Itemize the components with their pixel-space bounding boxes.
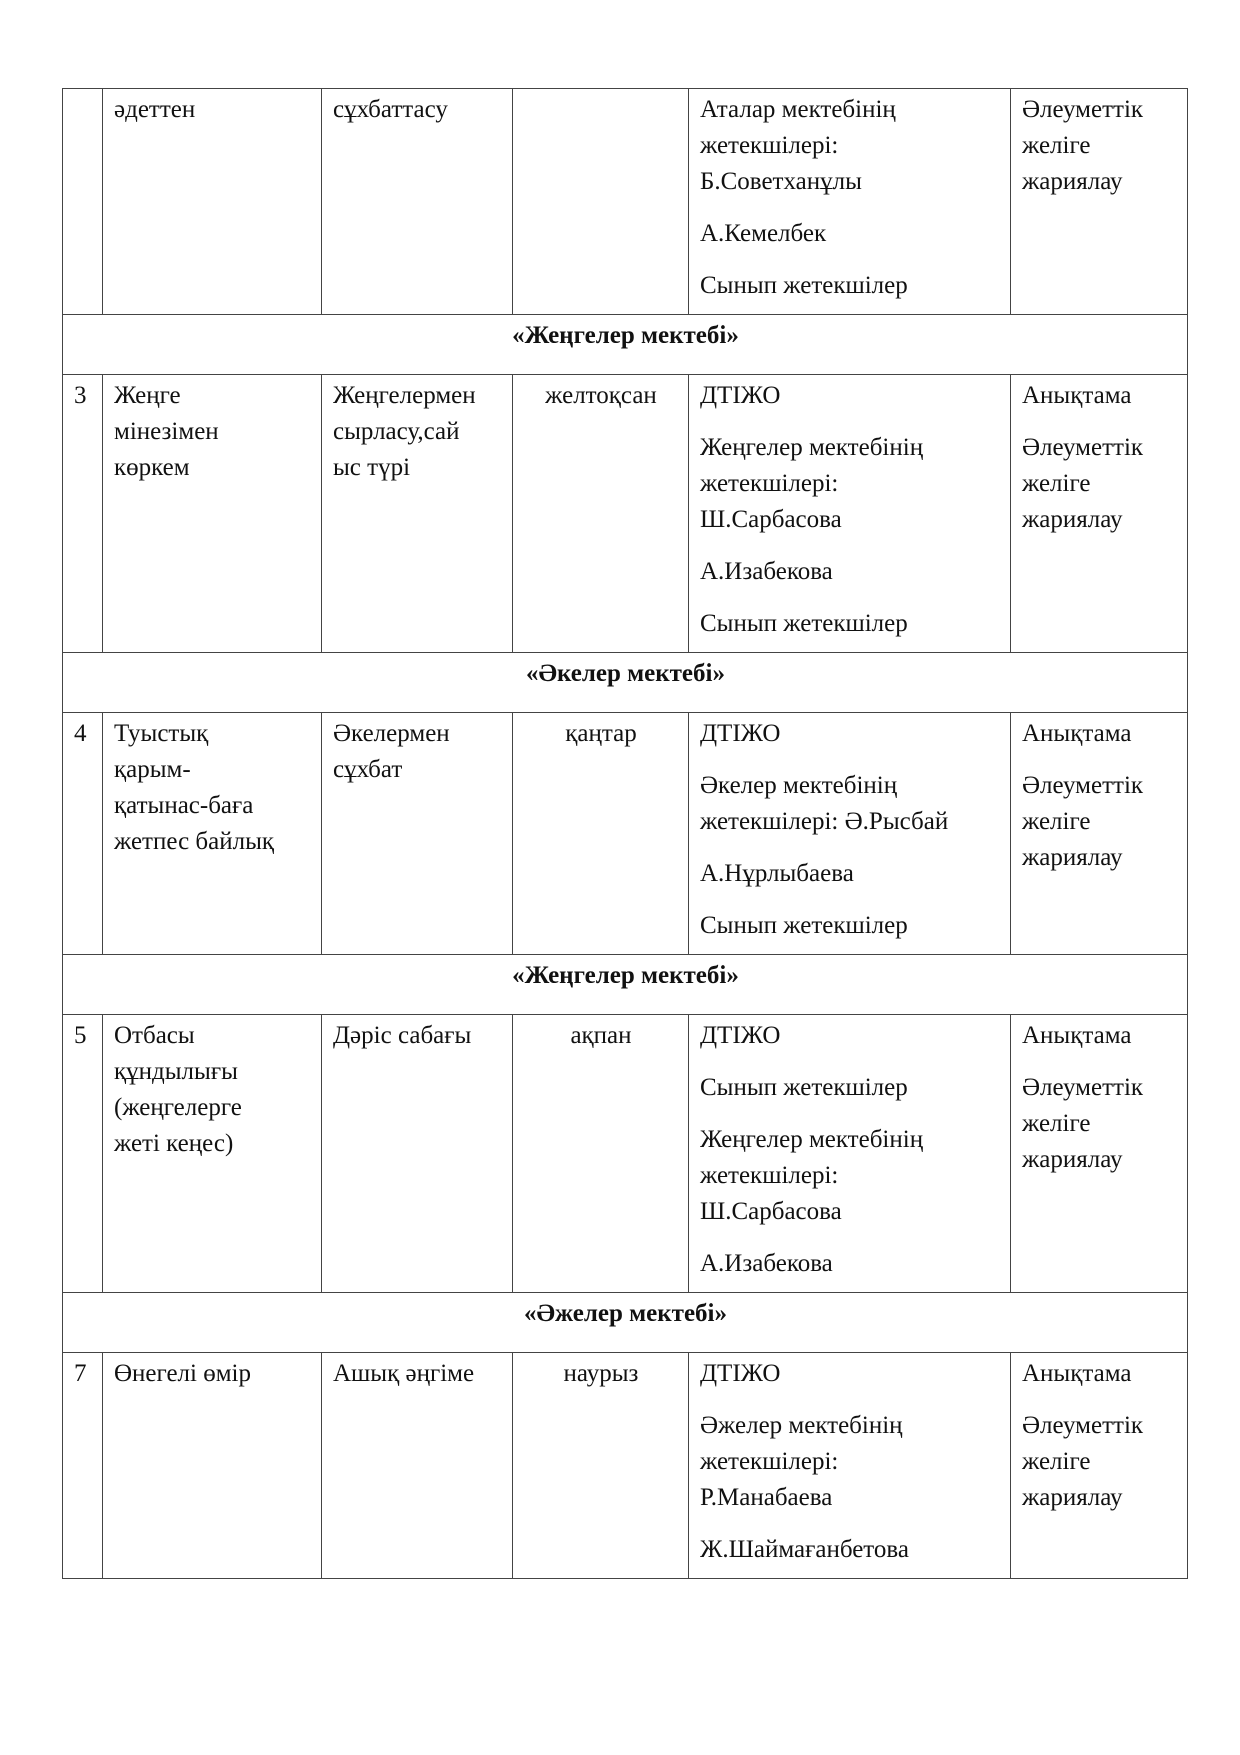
- topic-cell: [103, 713, 322, 955]
- output-cell-line: жариялау: [1022, 844, 1123, 871]
- output-cell-paragraph: [1022, 430, 1177, 538]
- responsible-cell-line: ДТІЖО: [700, 382, 781, 409]
- topic-cell-line: қатынас-баға: [114, 792, 254, 819]
- output-cell-paragraph: [1022, 1018, 1177, 1054]
- output-cell-line: Әлеуметтік: [1022, 96, 1144, 123]
- output-cell: [1011, 713, 1188, 955]
- output-cell-paragraph: [1022, 378, 1177, 414]
- responsible-cell-line: Б.Советханұлы: [700, 168, 862, 195]
- output-cell-line: жариялау: [1022, 1146, 1123, 1173]
- responsible-cell-line: ДТІЖО: [700, 1022, 781, 1049]
- responsible-cell-line: Сынып жетекшілер: [700, 1074, 908, 1101]
- topic-cell: [103, 89, 322, 315]
- section-title: «Әкелер мектебі»: [63, 653, 1188, 713]
- form-cell-line: Жеңгелермен: [333, 382, 476, 409]
- responsible-cell-line: Р.Манабаева: [700, 1484, 833, 1511]
- responsible-cell-paragraph: [700, 768, 1000, 840]
- form-cell: [322, 1015, 513, 1293]
- output-cell-line: Анықтама: [1022, 1022, 1132, 1049]
- output-cell-line: желіге: [1022, 1448, 1091, 1475]
- output-cell-paragraph: [1022, 1356, 1177, 1392]
- responsible-cell-line: Сынып жетекшілер: [700, 912, 908, 939]
- date-cell: ақпан: [513, 1015, 689, 1293]
- output-cell-line: Әлеуметтік: [1022, 434, 1144, 461]
- output-cell-line: желіге: [1022, 470, 1091, 497]
- output-cell-line: Анықтама: [1022, 720, 1132, 747]
- responsible-cell-line: Сынып жетекшілер: [700, 610, 908, 637]
- topic-cell: [103, 375, 322, 653]
- responsible-cell-paragraph: [700, 378, 1000, 414]
- form-cell-line: сырласу,сай: [333, 418, 460, 445]
- row-number: 4: [63, 713, 103, 955]
- responsible-cell-paragraph: [700, 1122, 1000, 1230]
- table-row: [63, 1353, 1188, 1579]
- responsible-cell-paragraph: [700, 856, 1000, 892]
- table-row: [63, 375, 1188, 653]
- responsible-cell-paragraph: [700, 554, 1000, 590]
- output-cell: [1011, 1353, 1188, 1579]
- output-cell-line: жариялау: [1022, 168, 1123, 195]
- output-cell: [1011, 1015, 1188, 1293]
- output-cell-line: Әлеуметтік: [1022, 1412, 1144, 1439]
- section-header-row: [63, 955, 1188, 1015]
- form-cell-line: сұхбат: [333, 756, 403, 783]
- responsible-cell-line: Ж.Шаймағанбетова: [700, 1536, 909, 1563]
- responsible-cell-paragraph: [700, 1070, 1000, 1106]
- topic-cell-line: құндылығы: [114, 1058, 238, 1085]
- topic-cell-line: мінезімен: [114, 418, 219, 445]
- responsible-cell-line: Әкелер мектебінің: [700, 772, 898, 799]
- section-header-row: [63, 1293, 1188, 1353]
- responsible-cell-line: Ш.Сарбасова: [700, 506, 842, 533]
- output-cell-line: Әлеуметтік: [1022, 772, 1144, 799]
- responsible-cell-paragraph: [700, 92, 1000, 200]
- responsible-cell-line: А.Изабекова: [700, 558, 833, 585]
- responsible-cell-paragraph: [700, 1408, 1000, 1516]
- responsible-cell-line: жетекшілері:: [700, 132, 839, 159]
- form-cell-line: Ашық әңгіме: [333, 1360, 475, 1387]
- form-cell-line: сұхбаттасу: [333, 96, 448, 123]
- responsible-cell-line: Жеңгелер мектебінің: [700, 1126, 924, 1153]
- row-number: [63, 89, 103, 315]
- responsible-cell-line: А.Нұрлыбаева: [700, 860, 854, 887]
- form-cell-line: ыс түрі: [333, 454, 411, 481]
- output-cell-paragraph: [1022, 1070, 1177, 1178]
- responsible-cell-paragraph: [700, 716, 1000, 752]
- responsible-cell-line: ДТІЖО: [700, 720, 781, 747]
- section-title: «Жеңгелер мектебі»: [63, 315, 1188, 375]
- row-number: 7: [63, 1353, 103, 1579]
- date-cell: [513, 89, 689, 315]
- form-cell: [322, 375, 513, 653]
- responsible-cell-line: Аталар мектебінің: [700, 96, 896, 123]
- date-cell: желтоқсан: [513, 375, 689, 653]
- responsible-cell-line: А.Кемелбек: [700, 220, 827, 247]
- topic-cell-line: (жеңгелерге: [114, 1094, 242, 1121]
- responsible-cell-line: жетекшілері:: [700, 1162, 839, 1189]
- topic-cell-line: Өнегелі өмір: [114, 1360, 251, 1387]
- table-row: [63, 713, 1188, 955]
- form-cell: [322, 89, 513, 315]
- section-header-row: [63, 653, 1188, 713]
- responsible-cell: [689, 1015, 1011, 1293]
- table-row: [63, 1015, 1188, 1293]
- date-cell: наурыз: [513, 1353, 689, 1579]
- output-cell-paragraph: [1022, 716, 1177, 752]
- responsible-cell-paragraph: [700, 216, 1000, 252]
- responsible-cell-paragraph: [700, 908, 1000, 944]
- responsible-cell-line: Әжелер мектебінің: [700, 1412, 903, 1439]
- output-cell-line: желіге: [1022, 1110, 1091, 1137]
- table-row: [63, 89, 1188, 315]
- section-header-row: [63, 315, 1188, 375]
- output-cell-line: желіге: [1022, 132, 1091, 159]
- row-number: 5: [63, 1015, 103, 1293]
- responsible-cell-line: А.Изабекова: [700, 1250, 833, 1277]
- topic-cell-line: Туыстық: [114, 720, 209, 747]
- section-title: «Әжелер мектебі»: [63, 1293, 1188, 1353]
- form-cell: [322, 713, 513, 955]
- output-cell-line: Анықтама: [1022, 1360, 1132, 1387]
- output-cell-line: жариялау: [1022, 506, 1123, 533]
- topic-cell-line: Жеңге: [114, 382, 181, 409]
- output-cell-line: желіге: [1022, 808, 1091, 835]
- topic-cell-line: жетпес байлық: [114, 828, 275, 855]
- topic-cell-line: Отбасы: [114, 1022, 195, 1049]
- responsible-cell-paragraph: [700, 1018, 1000, 1054]
- responsible-cell-paragraph: [700, 1532, 1000, 1568]
- responsible-cell-line: Жеңгелер мектебінің: [700, 434, 924, 461]
- responsible-cell-paragraph: [700, 606, 1000, 642]
- topic-cell-line: қарым-: [114, 756, 191, 783]
- form-cell: [322, 1353, 513, 1579]
- topic-cell: [103, 1353, 322, 1579]
- table-body: [63, 89, 1188, 1579]
- output-cell-paragraph: [1022, 768, 1177, 876]
- responsible-cell-paragraph: [700, 1246, 1000, 1282]
- responsible-cell: [689, 89, 1011, 315]
- responsible-cell-paragraph: [700, 1356, 1000, 1392]
- responsible-cell-line: Ш.Сарбасова: [700, 1198, 842, 1225]
- date-cell: қаңтар: [513, 713, 689, 955]
- responsible-cell-line: жетекшілері:: [700, 470, 839, 497]
- output-cell-line: Анықтама: [1022, 382, 1132, 409]
- responsible-cell-paragraph: [700, 430, 1000, 538]
- output-cell-line: Әлеуметтік: [1022, 1074, 1144, 1101]
- form-cell-line: Дәріс сабағы: [333, 1022, 472, 1049]
- responsible-cell-line: жетекшілері:: [700, 1448, 839, 1475]
- responsible-cell-line: ДТІЖО: [700, 1360, 781, 1387]
- output-cell-paragraph: [1022, 92, 1177, 200]
- topic-cell-line: жеті кеңес): [114, 1130, 234, 1157]
- output-cell: [1011, 375, 1188, 653]
- topic-cell: [103, 1015, 322, 1293]
- topic-cell-line: көркем: [114, 454, 190, 481]
- responsible-cell-line: жетекшілері: Ә.Рысбай: [700, 808, 949, 835]
- responsible-cell: [689, 1353, 1011, 1579]
- topic-cell-line: әдеттен: [114, 96, 196, 123]
- responsible-cell: [689, 713, 1011, 955]
- responsible-cell: [689, 375, 1011, 653]
- form-cell-line: Әкелермен: [333, 720, 450, 747]
- output-cell-line: жариялау: [1022, 1484, 1123, 1511]
- section-title: «Жеңгелер мектебі»: [63, 955, 1188, 1015]
- output-cell-paragraph: [1022, 1408, 1177, 1516]
- responsible-cell-paragraph: [700, 268, 1000, 304]
- output-cell: [1011, 89, 1188, 315]
- row-number: 3: [63, 375, 103, 653]
- responsible-cell-line: Сынып жетекшілер: [700, 272, 908, 299]
- event-plan-table: [62, 88, 1188, 1579]
